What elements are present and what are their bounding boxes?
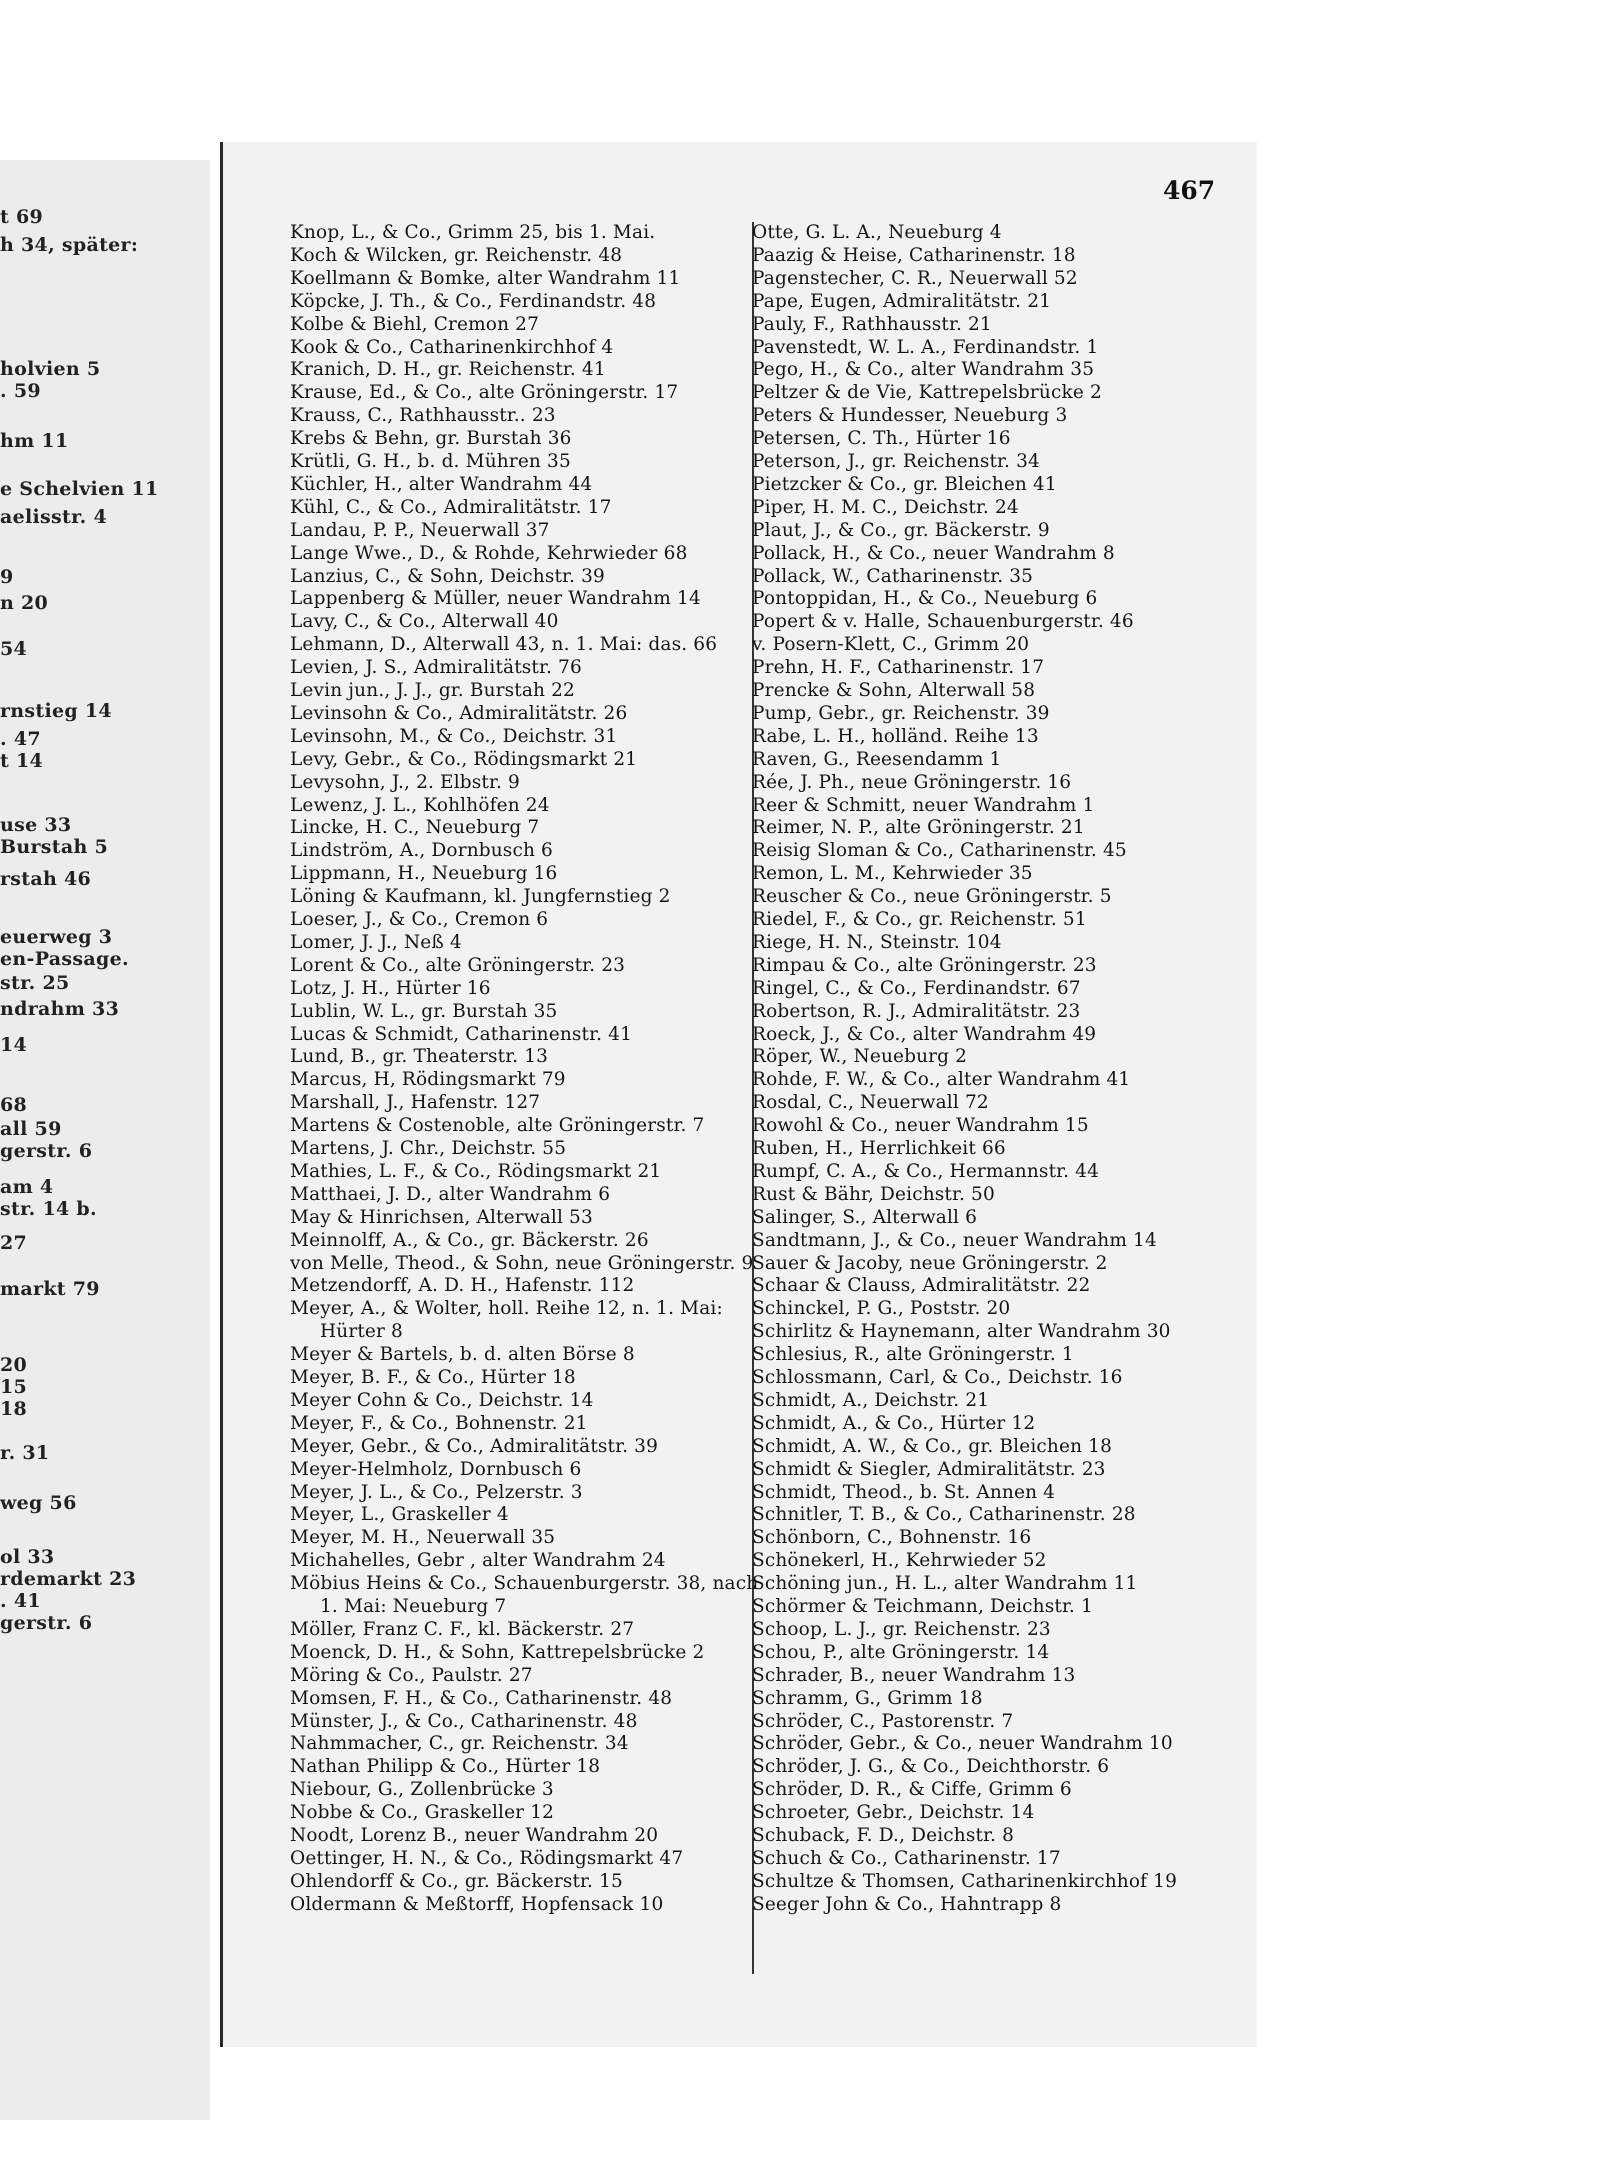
directory-entry: Schinckel, P. G., Poststr. 20 [752, 1298, 1011, 1320]
directory-entry: Schmidt, Theod., b. St. Annen 4 [752, 1481, 1056, 1503]
directory-entry: Rimpau & Co., alte Gröningerstr. 23 [752, 954, 1097, 976]
directory-entry: Lehmann, D., Alterwall 43, n. 1. Mai: das. 66 [290, 634, 718, 656]
directory-entry: Meyer, Gebr., & Co., Admiralitätstr. 39 [290, 1435, 658, 1457]
directory-entry: Koellmann & Bomke, alter Wandrahm 11 [290, 267, 681, 289]
directory-entry: Schmidt, A., Deichstr. 21 [752, 1389, 990, 1411]
directory-entry: Röper, W., Neueburg 2 [752, 1046, 968, 1068]
fragment-line: ndrahm 33 [0, 998, 120, 1020]
directory-entry: Prehn, H. F., Catharinenstr. 17 [752, 657, 1045, 679]
fragment-line: 27 [0, 1232, 28, 1254]
directory-entry: Levinsohn, M., & Co., Deichstr. 31 [290, 725, 618, 747]
directory-entry: Schroeter, Gebr., Deichstr. 14 [752, 1802, 1035, 1824]
directory-entry: Rumpf, C. A., & Co., Hermannstr. 44 [752, 1160, 1100, 1182]
directory-entry: Salinger, S., Alterwall 6 [752, 1206, 978, 1228]
directory-entry: Schlesius, R., alte Gröningerstr. 1 [752, 1344, 1074, 1366]
directory-entry: Schmidt & Siegler, Admiralitätstr. 23 [752, 1458, 1106, 1480]
fragment-line: n 20 [0, 592, 49, 614]
directory-entry: Schönekerl, H., Kehrwieder 52 [752, 1550, 1047, 1572]
directory-entry: Pavenstedt, W. L. A., Ferdinandstr. 1 [752, 336, 1099, 358]
fragment-line: 18 [0, 1398, 28, 1420]
directory-entry: Möring & Co., Paulstr. 27 [290, 1664, 533, 1686]
page-number: 467 [1163, 176, 1216, 205]
fragment-line: . 47 [0, 728, 41, 750]
directory-entry: Otte, G. L. A., Neueburg 4 [752, 222, 1002, 243]
directory-entry: Nobbe & Co., Graskeller 12 [290, 1802, 555, 1824]
directory-entry: May & Hinrichsen, Alterwall 53 [290, 1206, 593, 1228]
directory-entry: Lappenberg & Müller, neuer Wandrahm 14 [290, 588, 701, 610]
directory-entry: Levysohn, J., 2. Elbstr. 9 [290, 771, 520, 793]
fragment-line: ol 33 [0, 1546, 55, 1568]
fragment-line: gerstr. 6 [0, 1140, 93, 1162]
directory-entry: Meyer, B. F., & Co., Hürter 18 [290, 1367, 576, 1388]
directory-entry: Schröder, J. G., & Co., Deichthorstr. 6 [752, 1756, 1110, 1778]
directory-entry: Marcus, H, Rödingsmarkt 79 [290, 1069, 566, 1091]
directory-entry: Pollack, H., & Co., neuer Wandrahm 8 [752, 542, 1115, 564]
directory-entry: Lippmann, H., Neueburg 16 [290, 863, 558, 885]
fragment-line: str. 25 [0, 972, 70, 994]
directory-entry: Krütli, G. H., b. d. Mühren 35 [290, 451, 571, 472]
directory-entry: Robertson, R. J., Admiralitätstr. 23 [752, 1000, 1081, 1022]
directory-entry: Ruben, H., Herrlichkeit 66 [752, 1138, 1006, 1159]
directory-entry: Schröder, C., Pastorenstr. 7 [752, 1710, 1014, 1732]
directory-entry: Meyer Cohn & Co., Deichstr. 14 [290, 1389, 594, 1411]
directory-entry: Meyer, M. H., Neuerwall 35 [290, 1527, 556, 1549]
directory-entry: Schörmer & Teichmann, Deichstr. 1 [752, 1596, 1093, 1617]
fragment-line: hm 11 [0, 430, 69, 452]
directory-entry: Meyer & Bartels, b. d. alten Börse 8 [290, 1344, 635, 1366]
directory-entry: Plaut, J., & Co., gr. Bäckerstr. 9 [752, 519, 1050, 541]
directory-entry: Riege, H. N., Steinstr. 104 [752, 931, 1002, 953]
directory-entry: Niebour, G., Zollenbrücke 3 [290, 1779, 554, 1801]
directory-entry: Kühl, C., & Co., Admiralitätstr. 17 [290, 496, 612, 518]
directory-entry: Meinnolff, A., & Co., gr. Bäckerstr. 26 [290, 1229, 649, 1251]
fragment-line: t 14 [0, 750, 44, 772]
directory-entry: 1. Mai: Neueburg 7 [320, 1596, 507, 1617]
directory-entry: Levy, Gebr., & Co., Rödingsmarkt 21 [290, 748, 638, 770]
directory-entry: Popert & v. Halle, Schauenburgerstr. 46 [752, 611, 1134, 633]
directory-entry: Marshall, J., Hafenstr. 127 [290, 1092, 541, 1114]
directory-entry: Petersen, C. Th., Hürter 16 [752, 428, 1011, 450]
directory-entry: Meyer, A., & Wolter, holl. Reihe 12, n. 1. Mai: [290, 1298, 723, 1320]
directory-entry: Metzendorff, A. D. H., Hafenstr. 112 [290, 1275, 635, 1297]
directory-entry: Meyer, J. L., & Co., Pelzerstr. 3 [290, 1481, 583, 1503]
fragment-line: rnstieg 14 [0, 700, 112, 722]
directory-entry: Schuch & Co., Catharinenstr. 17 [752, 1847, 1061, 1869]
directory-entry: Pontoppidan, H., & Co., Neueburg 6 [752, 588, 1098, 610]
directory-entry: Nahmmacher, C., gr. Reichenstr. 34 [290, 1733, 629, 1755]
directory-entry: Rohde, F. W., & Co., alter Wandrahm 41 [752, 1069, 1131, 1091]
fragment-line: r. 31 [0, 1442, 50, 1464]
directory-entry: Lindström, A., Dornbusch 6 [290, 840, 553, 862]
directory-entry: Momsen, F. H., & Co., Catharinenstr. 48 [290, 1687, 673, 1709]
fragment-line: 9 [0, 566, 14, 588]
directory-entry: Schmidt, A. W., & Co., gr. Bleichen 18 [752, 1435, 1113, 1457]
directory-entry: Oldermann & Meßtorff, Hopfensack 10 [290, 1893, 664, 1915]
directory-entry: Meyer-Helmholz, Dornbusch 6 [290, 1458, 582, 1480]
directory-entry: Löning & Kaufmann, kl. Jungfernstieg 2 [290, 886, 671, 908]
fragment-line: . 41 [0, 1590, 41, 1612]
directory-entry: Pollack, W., Catharinenstr. 35 [752, 565, 1034, 587]
directory-entry: Pauly, F., Rathhausstr. 21 [752, 313, 992, 335]
fragment-line: str. 14 b. [0, 1198, 97, 1220]
directory-entry: Schröder, D. R., & Ciffe, Grimm 6 [752, 1779, 1072, 1801]
directory-entry: Seeger John & Co., Hahntrapp 8 [752, 1893, 1062, 1915]
directory-entry: Pape, Eugen, Admiralitätstr. 21 [752, 290, 1052, 312]
directory-entry: Schirlitz & Haynemann, alter Wandrahm 30 [752, 1321, 1171, 1343]
directory-entry: Küchler, H., alter Wandrahm 44 [290, 473, 593, 495]
directory-entry: Schöning jun., H. L., alter Wandrahm 11 [752, 1573, 1138, 1595]
directory-entry: Schaar & Clauss, Admiralitätstr. 22 [752, 1275, 1091, 1297]
directory-entry: Lorent & Co., alte Gröningerstr. 23 [290, 954, 626, 976]
directory-entry: Sauer & Jacoby, neue Gröningerstr. 2 [752, 1252, 1108, 1274]
directory-entry: Schrader, B., neuer Wandrahm 13 [752, 1664, 1076, 1686]
directory-entry: Pagenstecher, C. R., Neuerwall 52 [752, 267, 1078, 289]
fragment-line: holvien 5 [0, 358, 101, 380]
directory-entry: Schultze & Thomsen, Catharinenkirchhof 19 [752, 1870, 1178, 1892]
directory-entry: Prencke & Sohn, Alterwall 58 [752, 680, 1036, 701]
directory-entry: Riedel, F., & Co., gr. Reichenstr. 51 [752, 909, 1087, 930]
directory-entry: Nathan Philipp & Co., Hürter 18 [290, 1756, 601, 1778]
directory-entry: Reisig Sloman & Co., Catharinenstr. 45 [752, 840, 1127, 862]
directory-entry: Peltzer & de Vie, Kattrepelsbrücke 2 [752, 382, 1102, 404]
directory-entry: Koch & Wilcken, gr. Reichenstr. 48 [290, 244, 623, 266]
directory-entry: Münster, J., & Co., Catharinenstr. 48 [290, 1710, 638, 1732]
fragment-line: gerstr. 6 [0, 1612, 93, 1634]
directory-entry: Matthaei, J. D., alter Wandrahm 6 [290, 1183, 611, 1205]
directory-entry: Landau, P. P., Neuerwall 37 [290, 519, 550, 541]
directory-entry: Pego, H., & Co., alter Wandrahm 35 [752, 359, 1095, 381]
fragment-line: 68 [0, 1094, 28, 1116]
fragment-line: e Schelvien 11 [0, 478, 159, 500]
directory-entry: Meyer, F., & Co., Bohnenstr. 21 [290, 1412, 588, 1434]
directory-entry: Lincke, H. C., Neueburg 7 [290, 817, 540, 839]
directory-entry: Lewenz, J. L., Kohlhöfen 24 [290, 794, 550, 816]
directory-entry: Noodt, Lorenz B., neuer Wandrahm 20 [290, 1825, 659, 1846]
fragment-line: euerweg 3 [0, 926, 113, 948]
directory-entry: Levin jun., J. J., gr. Burstah 22 [290, 680, 575, 701]
directory-entry: Schramm, G., Grimm 18 [752, 1687, 983, 1709]
directory-entry: Remon, L. M., Kehrwieder 35 [752, 863, 1033, 885]
directory-entry: Peterson, J., gr. Reichenstr. 34 [752, 451, 1040, 472]
fragment-line: use 33 [0, 814, 72, 836]
directory-entry: Schönborn, C., Bohnenstr. 16 [752, 1527, 1032, 1549]
directory-entry: Levinsohn & Co., Admiralitätstr. 26 [290, 702, 628, 724]
directory-entry: Lucas & Schmidt, Catharinenstr. 41 [290, 1023, 633, 1045]
directory-entry: Peters & Hundesser, Neueburg 3 [752, 405, 1068, 427]
directory-entry: Lublin, W. L., gr. Burstah 35 [290, 1000, 558, 1022]
directory-entry: Lanzius, C., & Sohn, Deichstr. 39 [290, 565, 605, 587]
directory-entry: Rosdal, C., Neuerwall 72 [752, 1092, 989, 1114]
directory-entry: Michahelles, Gebr , alter Wandrahm 24 [290, 1550, 666, 1572]
fragment-line: Burstah 5 [0, 836, 109, 858]
directory-entry: Krauss, C., Rathhausstr.. 23 [290, 405, 556, 427]
fragment-line: rstah 46 [0, 868, 92, 890]
directory-entry: Rowohl & Co., neuer Wandrahm 15 [752, 1115, 1089, 1137]
directory-entry: Raven, G., Reesendamm 1 [752, 748, 1002, 770]
directory-entry: Kranich, D. H., gr. Reichenstr. 41 [290, 359, 606, 381]
directory-entry: Rée, J. Ph., neue Gröningerstr. 16 [752, 771, 1072, 793]
directory-entry: Schou, P., alte Gröningerstr. 14 [752, 1641, 1050, 1663]
directory-entry: Kolbe & Biehl, Cremon 27 [290, 313, 540, 335]
directory-entry: Ohlendorff & Co., gr. Bäckerstr. 15 [290, 1870, 623, 1892]
directory-entry: Martens & Costenoble, alte Gröningerstr. 7 [290, 1115, 705, 1137]
directory-entry: Sandtmann, J., & Co., neuer Wandrahm 14 [752, 1229, 1157, 1251]
directory-entry: Krause, Ed., & Co., alte Gröningerstr. 17 [290, 382, 679, 404]
fragment-line: 14 [0, 1034, 28, 1056]
fragment-line: am 4 [0, 1176, 54, 1198]
fragment-line: 15 [0, 1376, 28, 1398]
directory-entry: Krebs & Behn, gr. Burstah 36 [290, 428, 572, 450]
directory-entry: Rust & Bähr, Deichstr. 50 [752, 1183, 995, 1205]
directory-entry: v. Posern-Klett, C., Grimm 20 [752, 634, 1030, 656]
directory-entry: Lotz, J. H., Hürter 16 [290, 977, 491, 999]
directory-entry: Rabe, L. H., holländ. Reihe 13 [752, 725, 1039, 747]
directory-entry: Moenck, D. H., & Sohn, Kattrepelsbrücke 2 [290, 1641, 705, 1663]
directory-entry: Pietzcker & Co., gr. Bleichen 41 [752, 473, 1057, 495]
directory-entry: Paazig & Heise, Catharinenstr. 18 [752, 244, 1076, 266]
directory-entry: Köpcke, J. Th., & Co., Ferdinandstr. 48 [290, 290, 657, 312]
directory-entry: Schnitler, T. B., & Co., Catharinenstr. 28 [752, 1504, 1136, 1526]
directory-entry: Lange Wwe., D., & Rohde, Kehrwieder 68 [290, 542, 688, 564]
directory-entry: Lund, B., gr. Theaterstr. 13 [290, 1046, 549, 1068]
fragment-line: aelisstr. 4 [0, 506, 108, 528]
directory-entry: Kook & Co., Catharinenkirchhof 4 [290, 336, 614, 358]
fragment-line: t 69 [0, 206, 44, 228]
directory-entry: Reer & Schmitt, neuer Wandrahm 1 [752, 794, 1095, 816]
directory-entry: Möbius Heins & Co., Schauenburgerstr. 38, nach [290, 1573, 759, 1595]
directory-entry: Lomer, J. J., Neß 4 [290, 931, 462, 953]
fragment-line: 20 [0, 1354, 28, 1376]
directory-entry: Ringel, C., & Co., Ferdinandstr. 67 [752, 977, 1081, 999]
fragment-line: 54 [0, 638, 28, 660]
directory-entry: Möller, Franz C. F., kl. Bäckerstr. 27 [290, 1618, 635, 1640]
directory-entry: Schuback, F. D., Deichstr. 8 [752, 1825, 1015, 1846]
directory-entry: von Melle, Theod., & Sohn, neue Gröningerstr. 9 [290, 1252, 754, 1274]
directory-entry: Schröder, Gebr., & Co., neuer Wandrahm 10 [752, 1733, 1173, 1755]
directory-entry: Lavy, C., & Co., Alterwall 40 [290, 611, 559, 633]
directory-entry: Piper, H. M. C., Deichstr. 24 [752, 496, 1019, 518]
fragment-line: markt 79 [0, 1278, 100, 1300]
directory-entry: Schlossmann, Carl, & Co., Deichstr. 16 [752, 1367, 1123, 1388]
directory-entry: Reuscher & Co., neue Gröningerstr. 5 [752, 886, 1112, 908]
directory-entry: Knop, L., & Co., Grimm 25, bis 1. Mai. [290, 222, 656, 243]
fragment-line: h 34, später: [0, 234, 139, 256]
directory-entry: Levien, J. S., Admiralitätstr. 76 [290, 657, 582, 679]
directory-entry: Roeck, J., & Co., alter Wandrahm 49 [752, 1023, 1097, 1045]
directory-entry: Reimer, N. P., alte Gröningerstr. 21 [752, 817, 1085, 839]
directory-entry: Pump, Gebr., gr. Reichenstr. 39 [752, 702, 1050, 724]
fragment-line: all 59 [0, 1118, 62, 1140]
directory-entry: Meyer, L., Graskeller 4 [290, 1504, 509, 1526]
directory-entry: Schoop, L. J., gr. Reichenstr. 23 [752, 1618, 1051, 1640]
directory-entry: Mathies, L. F., & Co., Rödingsmarkt 21 [290, 1160, 662, 1182]
fragment-line: rdemarkt 23 [0, 1568, 137, 1590]
previous-page-fragment [0, 160, 210, 2120]
directory-entry: Schmidt, A., & Co., Hürter 12 [752, 1412, 1036, 1434]
directory-entry: Oettinger, H. N., & Co., Rödingsmarkt 47 [290, 1847, 684, 1869]
directory-entry: Loeser, J., & Co., Cremon 6 [290, 909, 549, 930]
fragment-line: en-Passage. [0, 948, 129, 970]
directory-entry: Hürter 8 [320, 1321, 403, 1343]
directory-entry: Martens, J. Chr., Deichstr. 55 [290, 1138, 567, 1159]
fragment-line: weg 56 [0, 1492, 77, 1514]
fragment-line: . 59 [0, 380, 41, 402]
